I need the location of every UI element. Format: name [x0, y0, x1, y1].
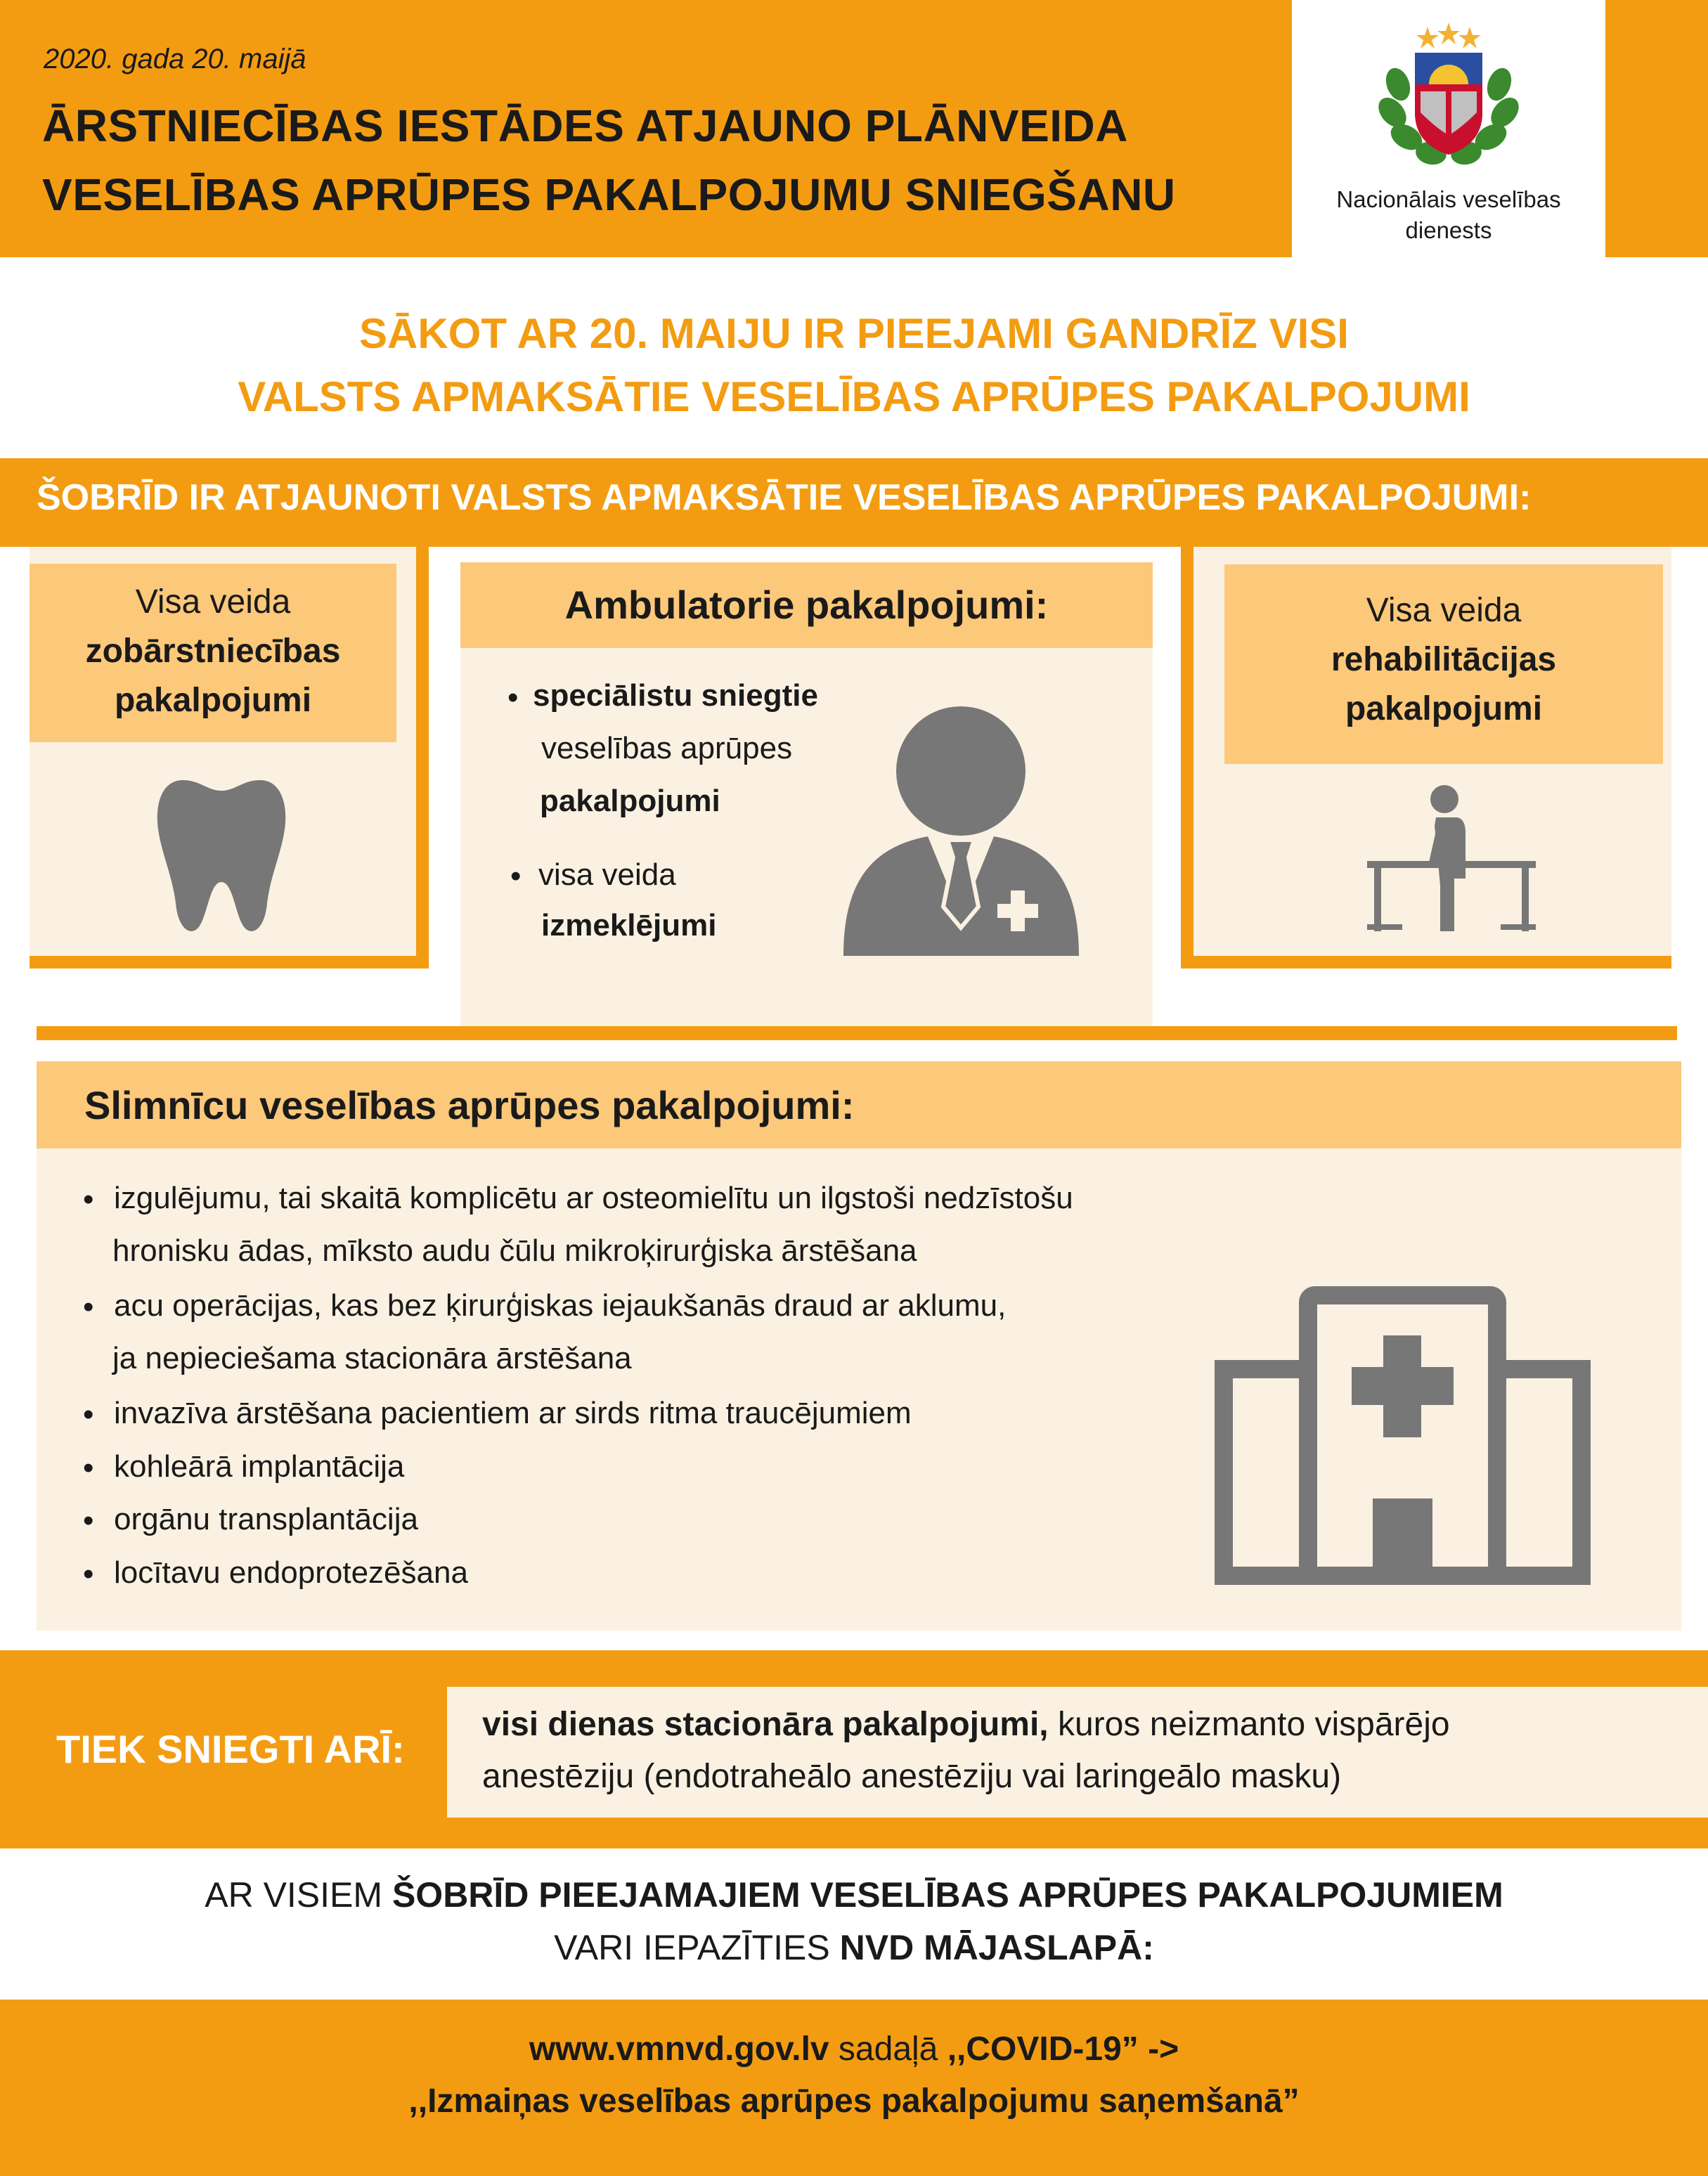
changes-subsection-link[interactable]: ,,Izmaiņas veselības aprūpes pakalpojumu saņemšanā”	[408, 2083, 1300, 2120]
hospital-card-title: Slimnīcu veselības aprūpes pakalpojumi:	[84, 1083, 855, 1127]
doctor-icon	[843, 706, 1079, 956]
subheading-line2: VALSTS APMAKSĀTIE VESELĪBAS APRŪPES PAKALPOJUMI	[238, 373, 1470, 420]
hospital-item-1a: izgulējumu, tai skaitā komplicētu ar osteomielītu un ilgstoši nedzīstošu	[114, 1181, 1073, 1215]
ambulatory-bullet2-line2: izmeklējumi	[541, 908, 717, 943]
ambulatory-bullet1-line1: speciālistu sniegtie	[533, 678, 818, 713]
bullet-dot: •	[83, 1397, 94, 1432]
hospital-item-2b: ja nepieciešama stacionāra ārstēšana	[112, 1341, 632, 1375]
bullet-dot: •	[83, 1182, 94, 1217]
bullet-dot: •	[83, 1290, 94, 1324]
hospital-item-5: orgānu transplantācija	[114, 1502, 418, 1536]
dental-title-line1: Visa veida	[135, 583, 291, 621]
hospital-item-6: locītavu endoprotezēšana	[114, 1555, 468, 1590]
dental-card-title	[30, 578, 396, 725]
also-provided-line1	[482, 1705, 1450, 1744]
footer-line2	[0, 1927, 1708, 1968]
dental-title-line2: zobārstniecības	[85, 633, 341, 670]
organization-name	[1292, 184, 1605, 246]
rehabilitation-icon	[1367, 784, 1536, 931]
tooth-icon	[155, 777, 288, 938]
section-divider	[37, 1026, 1677, 1040]
ambulatory-bullet2-line1: visa veida	[538, 857, 676, 892]
arrow-text: ->	[1138, 2031, 1179, 2068]
rehab-title-line3: pakalpojumi	[1345, 690, 1543, 727]
bullet-dot: •	[507, 680, 519, 715]
ambulatory-bullet1-line2: veselības aprūpes	[541, 731, 793, 765]
footer-line1-a: AR VISIEM	[205, 1875, 392, 1915]
ambulatory-card-title: Ambulatorie pakalpojumi:	[564, 583, 1049, 627]
also-provided-label: TIEK SNIEGTI ARĪ:	[56, 1727, 405, 1771]
subheading-line1: SĀKOT AR 20. MAIJU IR PIEEJAMI GANDRĪZ VISI	[359, 310, 1349, 357]
also-provided-line2: anestēziju (endotraheālo anestēziju vai laringeālo masku)	[482, 1758, 1342, 1795]
hospital-item-1b: hronisku ādas, mīksto audu čūlu mikroķirurģiska ārstēšana	[112, 1233, 917, 1268]
dental-title-line3: pakalpojumi	[114, 682, 312, 719]
bullet-dot: •	[83, 1503, 94, 1538]
footer-link-mid: sadaļā	[829, 2031, 947, 2068]
header-right-strip	[1605, 0, 1708, 257]
bullet-dot: •	[83, 1451, 94, 1485]
rehab-title-line2: rehabilitācijas	[1331, 641, 1557, 678]
covid-section-link[interactable]: ,,COVID-19”	[947, 2031, 1139, 2068]
page-title-line1: ĀRSTNIECĪBAS IESTĀDES ATJAUNO PLĀNVEIDA	[42, 101, 1128, 151]
banner-text: ŠOBRĪD IR ATJAUNOTI VALSTS APMAKSĀTIE VESELĪBAS APRŪPES PAKALPOJUMI:	[37, 477, 1532, 518]
org-name-line1: Nacionālais veselības	[1336, 186, 1561, 212]
hospital-icon	[1215, 1286, 1591, 1585]
org-name-line2: dienests	[1405, 217, 1492, 243]
bullet-dot: •	[510, 859, 522, 893]
footer-line2-a: VARI IEPAZĪTIES	[554, 1928, 840, 1967]
hospital-item-3: invazīva ārstēšana pacientiem ar sirds ritma traucējumiem	[114, 1396, 912, 1430]
footer-line1-b: ŠOBRĪD PIEEJAMAJIEM VESELĪBAS APRŪPES PAKALPOJUMIEM	[392, 1875, 1503, 1915]
hospital-item-4: kohleārā implantācija	[114, 1449, 405, 1484]
logo-box	[1292, 0, 1605, 257]
coat-of-arms-icon	[1371, 21, 1526, 169]
footer-line2-b: NVD MĀJASLAPĀ:	[839, 1928, 1154, 1967]
rehab-title-line1: Visa veida	[1366, 592, 1522, 629]
day-hospital-services: visi dienas stacionāra pakalpojumi,	[482, 1706, 1049, 1743]
ambulatory-bullet1-line3: pakalpojumi	[540, 784, 720, 818]
footer-link-line	[0, 2030, 1708, 2068]
bullet-dot: •	[83, 1557, 94, 1591]
hospital-item-2a: acu operācijas, kas bez ķirurģiskas iejaukšanās draud ar aklumu,	[114, 1288, 1007, 1323]
also-provided-rest: kuros neizmanto vispārējo	[1048, 1706, 1450, 1743]
rehab-card-title	[1224, 586, 1663, 734]
website-link[interactable]: www.vmnvd.gov.lv	[529, 2031, 829, 2068]
footer-line1	[0, 1874, 1708, 1915]
page-title-line2: VESELĪBAS APRŪPES PAKALPOJUMU SNIEGŠANU	[42, 169, 1176, 220]
publication-date: 2020. gada 20. maijā	[44, 44, 306, 75]
